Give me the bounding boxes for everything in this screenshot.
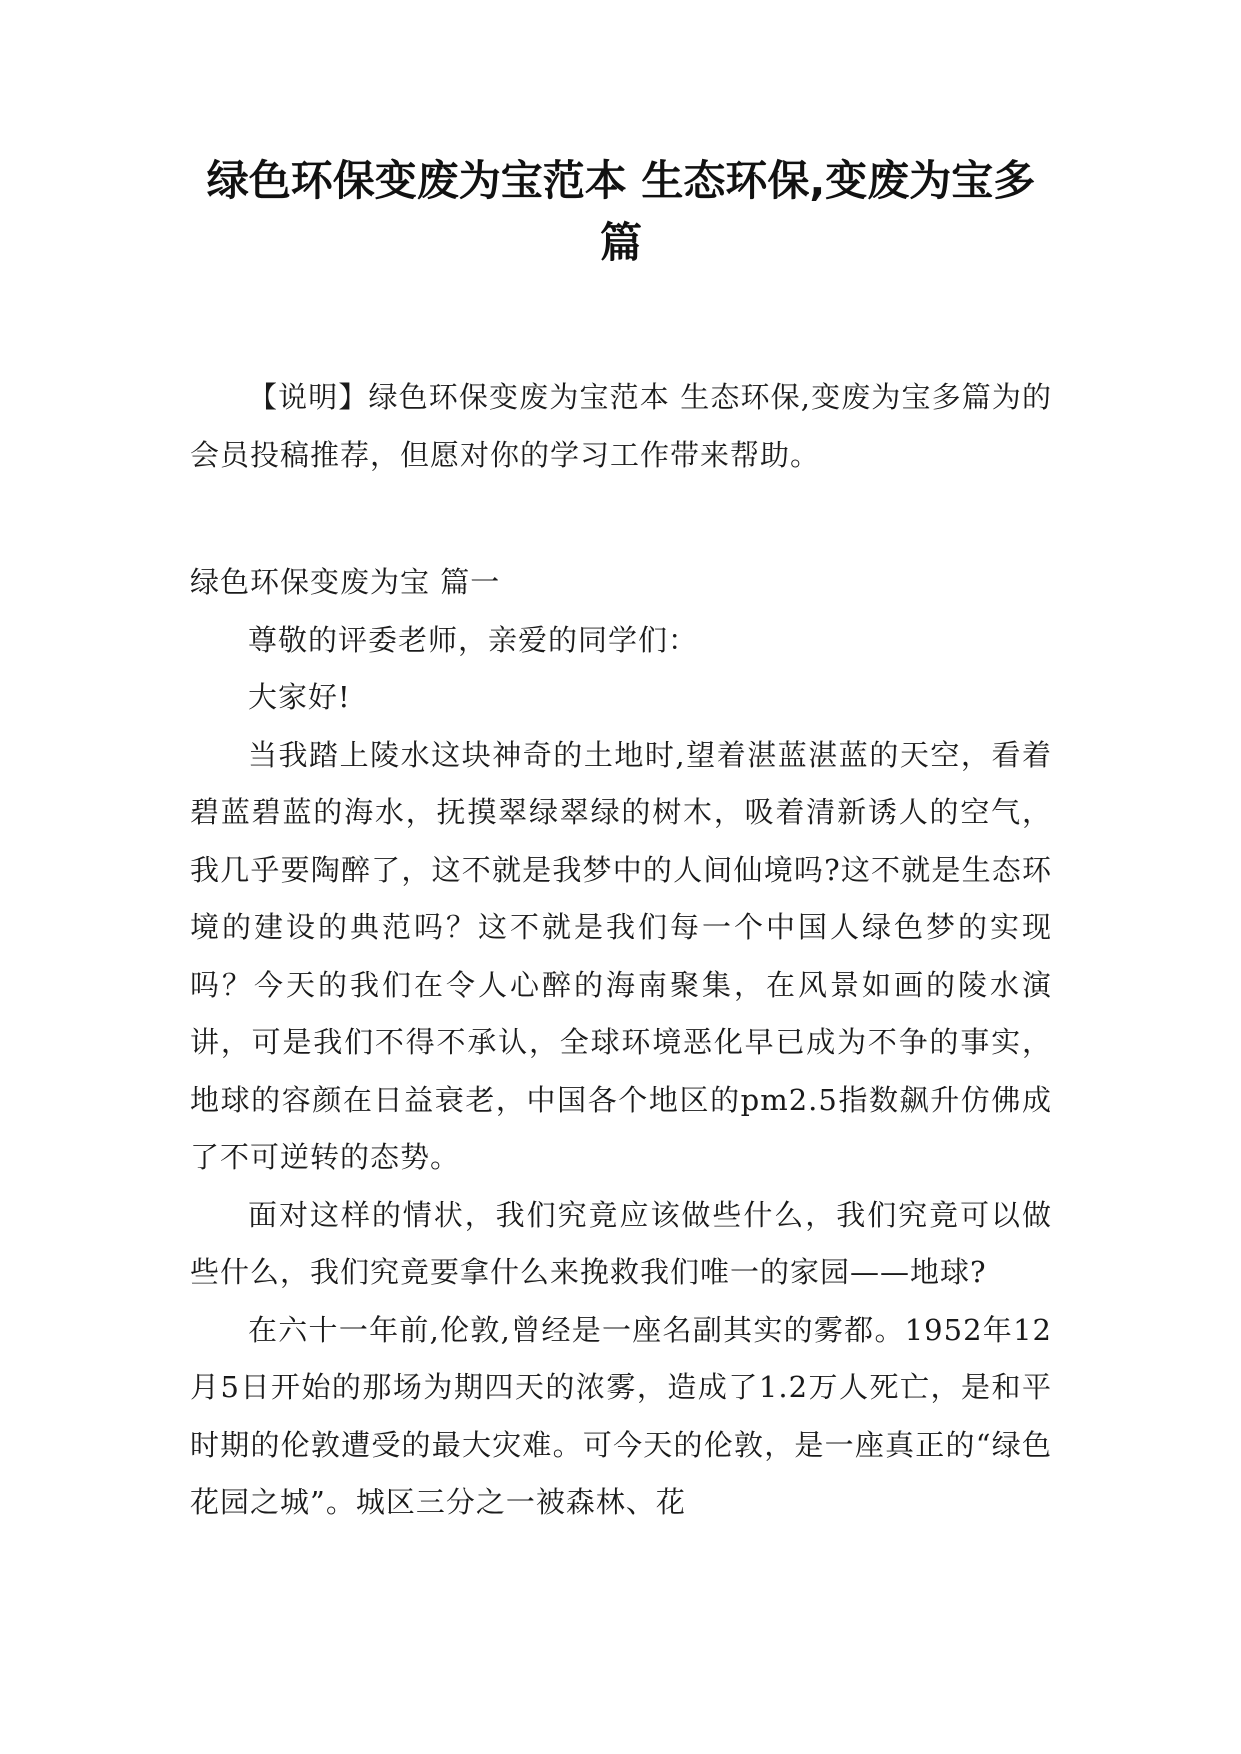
- section-heading: 绿色环保变废为宝 篇一: [190, 565, 501, 599]
- paragraph-greeting: 尊敬的评委老师，亲爱的同学们：: [248, 622, 699, 657]
- paragraph-question: 面对这样的情状，我们究竟应该做些什么，我们究竟可以做些什么，我们究竟要拿什么来挽救我们唯一的家园——地球?: [190, 1197, 1052, 1289]
- document-page: [190, 0, 1052, 1532]
- document-title: 绿色环保变废为宝范本 生态环保,变废为宝多篇: [206, 156, 1036, 267]
- intro-note: 【说明】绿色环保变废为宝范本 生态环保,变废为宝多篇为的会员投稿推荐，但愿对你的学习工作带来帮助。: [190, 380, 1052, 472]
- paragraph-lingshui: 当我踏上陵水这块神奇的土地时,望着湛蓝湛蓝的天空，看着碧蓝碧蓝的海水，抚摸翠绿翠绿的树木，吸着清新诱人的空气，我几乎要陶醉了，这不就是我梦中的人间仙境吗?这不就是生态环境的建设的典范吗？这不就是我们每一个中国人绿色梦的实现吗？今天的我们在令人心醉的海南聚集，在风景如画的陵水演讲，可是我们不得不承认，全球环境恶化早已成为不争的事实，地球的容颜在日益衰老，中国各个地区的pm2.5指数飙升仿佛成了不可逆转的态势。: [190, 737, 1052, 1174]
- paragraph-london: 在六十一年前,伦敦,曾经是一座名副其实的雾都。1952年12月5日开始的那场为期四天的浓雾，造成了1.2万人死亡，是和平时期的伦敦遭受的最大灾难。可今天的伦敦，是一座真正的“绿色花园之城”。城区三分之一被森林、花: [190, 1312, 1052, 1519]
- paragraph-hello: 大家好!: [248, 680, 351, 714]
